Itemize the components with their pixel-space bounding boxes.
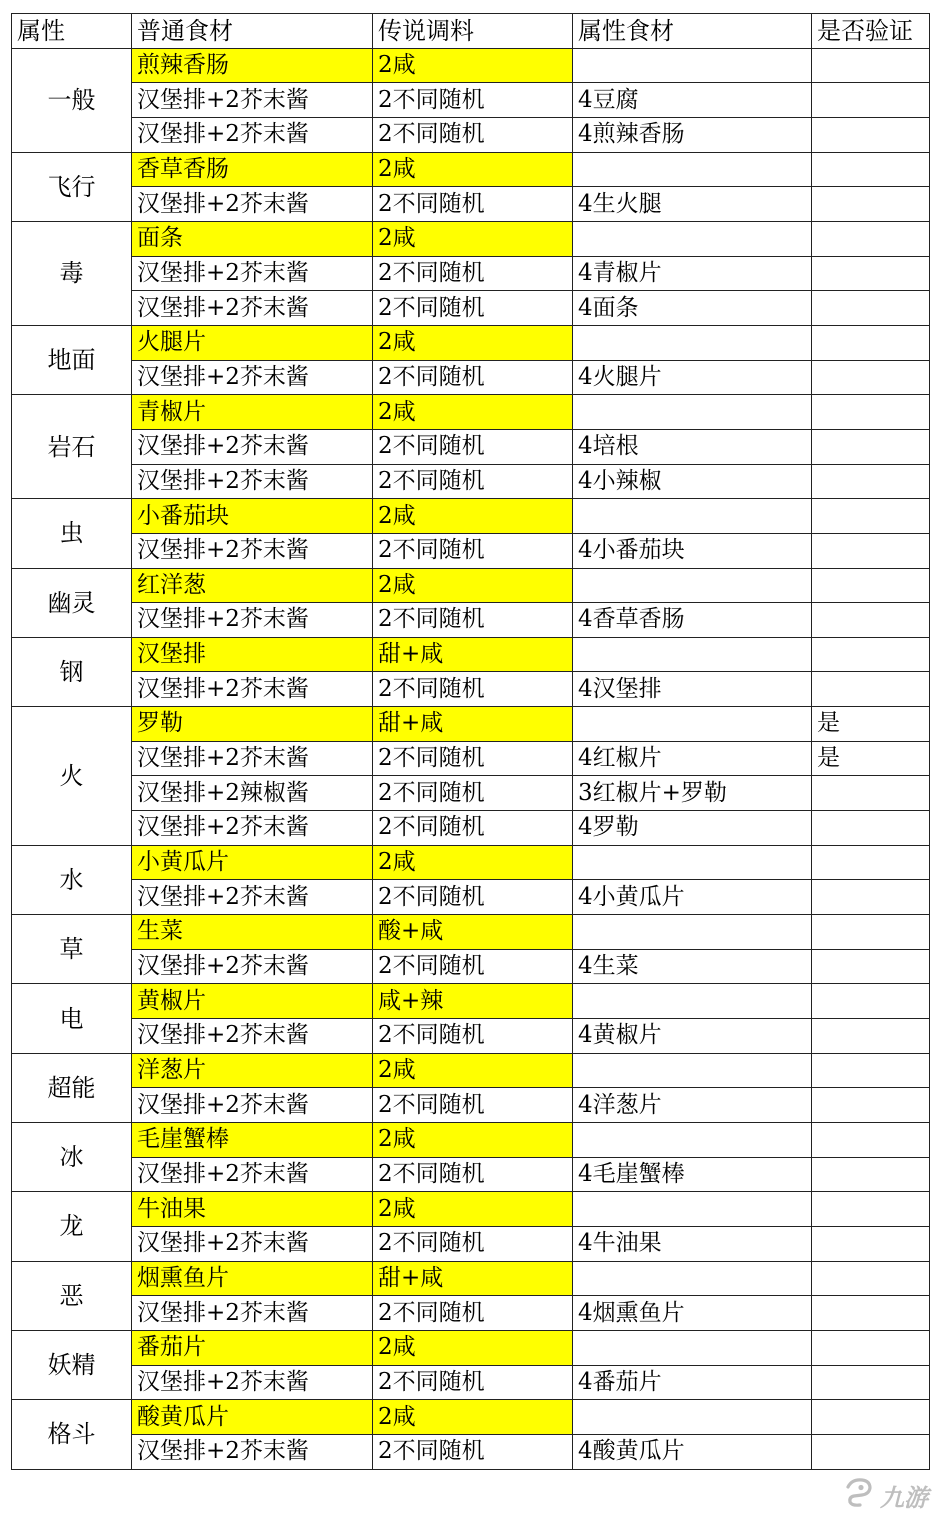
- table-row: [12, 1157, 930, 1192]
- attribute-ingredient-cell: [573, 395, 812, 430]
- legendary-seasoning-cell: 2咸: [373, 1123, 573, 1158]
- legendary-seasoning-cell: 2不同随机: [373, 360, 573, 395]
- verified-cell: [812, 291, 930, 326]
- normal-ingredient-cell: 汉堡排+2芥末酱: [132, 1088, 373, 1123]
- normal-ingredient-cell: 煎辣香肠: [132, 48, 373, 83]
- verified-cell: [812, 464, 930, 499]
- normal-ingredient-cell: 番茄片: [132, 1330, 373, 1365]
- attribute-ingredient-cell: 4酸黄瓜片: [573, 1434, 812, 1469]
- verified-cell: [812, 117, 930, 152]
- normal-ingredient-cell: 酸黄瓜片: [132, 1400, 373, 1435]
- attribute-cell: 毒: [12, 221, 132, 325]
- normal-ingredient-cell: 汉堡排+2芥末酱: [132, 83, 373, 118]
- verified-cell: [812, 603, 930, 638]
- normal-ingredient-cell: 面条: [132, 221, 373, 256]
- header-normal-ingredient: 普通食材: [132, 14, 373, 49]
- attribute-ingredient-cell: [573, 707, 812, 742]
- verified-cell: [812, 672, 930, 707]
- legendary-seasoning-cell: 2不同随机: [373, 1365, 573, 1400]
- legendary-seasoning-cell: 2咸: [373, 221, 573, 256]
- attribute-ingredient-cell: 4面条: [573, 291, 812, 326]
- normal-ingredient-cell: 烟熏鱼片: [132, 1261, 373, 1296]
- attribute-ingredient-cell: [573, 499, 812, 534]
- verified-cell: [812, 499, 930, 534]
- legendary-seasoning-cell: 2不同随机: [373, 187, 573, 222]
- attribute-cell: 虫: [12, 499, 132, 568]
- verified-cell: [812, 1088, 930, 1123]
- normal-ingredient-cell: 小番茄块: [132, 499, 373, 534]
- verified-cell: [812, 1330, 930, 1365]
- legendary-seasoning-cell: 2不同随机: [373, 741, 573, 776]
- attribute-cell: 火: [12, 707, 132, 846]
- legendary-seasoning-cell: 2不同随机: [373, 1088, 573, 1123]
- legendary-seasoning-cell: 2咸: [373, 1330, 573, 1365]
- table-row: [12, 776, 930, 811]
- attribute-ingredient-cell: [573, 1123, 812, 1158]
- table-row: [12, 1330, 930, 1365]
- table-row: [12, 395, 930, 430]
- table-row: [12, 707, 930, 742]
- header-attribute-ingredient: 属性食材: [573, 14, 812, 49]
- table-row: [12, 1226, 930, 1261]
- verified-cell: [812, 949, 930, 984]
- table-row: [12, 1400, 930, 1435]
- attribute-cell: 恶: [12, 1261, 132, 1330]
- verified-cell: [812, 1053, 930, 1088]
- table-row: [12, 429, 930, 464]
- normal-ingredient-cell: 汉堡排+2芥末酱: [132, 741, 373, 776]
- normal-ingredient-cell: 汉堡排+2辣椒酱: [132, 776, 373, 811]
- verified-cell: [812, 83, 930, 118]
- table-row: [12, 256, 930, 291]
- verified-cell: [812, 256, 930, 291]
- table-row: [12, 117, 930, 152]
- normal-ingredient-cell: 汉堡排+2芥末酱: [132, 949, 373, 984]
- legendary-seasoning-cell: 2咸: [373, 1192, 573, 1227]
- attribute-ingredient-cell: 4香草香肠: [573, 603, 812, 638]
- table-row: [12, 1088, 930, 1123]
- attribute-ingredient-cell: 4生火腿: [573, 187, 812, 222]
- legendary-seasoning-cell: 2不同随机: [373, 776, 573, 811]
- verified-cell: [812, 533, 930, 568]
- normal-ingredient-cell: 香草香肠: [132, 152, 373, 187]
- table-row: [12, 568, 930, 603]
- verified-cell: [812, 325, 930, 360]
- attribute-cell: 岩石: [12, 395, 132, 499]
- normal-ingredient-cell: 毛崖蟹棒: [132, 1123, 373, 1158]
- verified-cell: [812, 360, 930, 395]
- attribute-ingredient-cell: [573, 221, 812, 256]
- verified-cell: 是: [812, 741, 930, 776]
- table-row: [12, 845, 930, 880]
- verified-cell: [812, 776, 930, 811]
- verified-cell: [812, 1157, 930, 1192]
- normal-ingredient-cell: 黄椒片: [132, 984, 373, 1019]
- normal-ingredient-cell: 汉堡排+2芥末酱: [132, 1226, 373, 1261]
- normal-ingredient-cell: 汉堡排+2芥末酱: [132, 1296, 373, 1331]
- attribute-cell: 地面: [12, 325, 132, 394]
- attribute-ingredient-cell: 4豆腐: [573, 83, 812, 118]
- legendary-seasoning-cell: 2咸: [373, 1053, 573, 1088]
- legendary-seasoning-cell: 2不同随机: [373, 1226, 573, 1261]
- attribute-ingredient-cell: [573, 984, 812, 1019]
- attribute-ingredient-cell: [573, 915, 812, 950]
- normal-ingredient-cell: 牛油果: [132, 1192, 373, 1227]
- header-row: [12, 14, 930, 49]
- normal-ingredient-cell: 汉堡排+2芥末酱: [132, 880, 373, 915]
- normal-ingredient-cell: 汉堡排+2芥末酱: [132, 117, 373, 152]
- table-row: [12, 637, 930, 672]
- attribute-ingredient-cell: [573, 845, 812, 880]
- table-row: [12, 672, 930, 707]
- attribute-ingredient-cell: [573, 48, 812, 83]
- table-row: [12, 1192, 930, 1227]
- table-row: [12, 1365, 930, 1400]
- attribute-ingredient-cell: [573, 568, 812, 603]
- legendary-seasoning-cell: 2不同随机: [373, 533, 573, 568]
- normal-ingredient-cell: 汉堡排+2芥末酱: [132, 1157, 373, 1192]
- legendary-seasoning-cell: 2不同随机: [373, 672, 573, 707]
- legendary-seasoning-cell: 2不同随机: [373, 1434, 573, 1469]
- verified-cell: [812, 1261, 930, 1296]
- attribute-cell: 格斗: [12, 1400, 132, 1469]
- legendary-seasoning-cell: 2咸: [373, 568, 573, 603]
- table-row: [12, 1053, 930, 1088]
- attribute-cell: 冰: [12, 1123, 132, 1192]
- legendary-seasoning-cell: 2不同随机: [373, 811, 573, 846]
- legendary-seasoning-cell: 2不同随机: [373, 117, 573, 152]
- attribute-cell: 超能: [12, 1053, 132, 1122]
- attribute-ingredient-cell: [573, 152, 812, 187]
- attribute-cell: 钢: [12, 637, 132, 706]
- verified-cell: [812, 1365, 930, 1400]
- attribute-ingredient-cell: 4青椒片: [573, 256, 812, 291]
- table-row: [12, 603, 930, 638]
- attribute-ingredient-cell: 4毛崖蟹棒: [573, 1157, 812, 1192]
- normal-ingredient-cell: 汉堡排+2芥末酱: [132, 429, 373, 464]
- attribute-cell: 水: [12, 845, 132, 914]
- legendary-seasoning-cell: 酸+咸: [373, 915, 573, 950]
- attribute-ingredient-cell: [573, 1192, 812, 1227]
- verified-cell: [812, 395, 930, 430]
- legendary-seasoning-cell: 2不同随机: [373, 603, 573, 638]
- jiuyou-logo-icon: [842, 1475, 876, 1515]
- verified-cell: [812, 1123, 930, 1158]
- attribute-cell: 妖精: [12, 1330, 132, 1399]
- verified-cell: [812, 984, 930, 1019]
- legendary-seasoning-cell: 2咸: [373, 325, 573, 360]
- legendary-seasoning-cell: 2不同随机: [373, 256, 573, 291]
- normal-ingredient-cell: 汉堡排+2芥末酱: [132, 603, 373, 638]
- attribute-ingredient-cell: [573, 1261, 812, 1296]
- legendary-seasoning-cell: 2不同随机: [373, 949, 573, 984]
- table-row: [12, 187, 930, 222]
- normal-ingredient-cell: 洋葱片: [132, 1053, 373, 1088]
- watermark: [842, 1475, 928, 1515]
- verified-cell: [812, 637, 930, 672]
- normal-ingredient-cell: 青椒片: [132, 395, 373, 430]
- table-row: [12, 1123, 930, 1158]
- normal-ingredient-cell: 罗勒: [132, 707, 373, 742]
- table-row: [12, 984, 930, 1019]
- normal-ingredient-cell: 汉堡排+2芥末酱: [132, 464, 373, 499]
- legendary-seasoning-cell: 2不同随机: [373, 1157, 573, 1192]
- normal-ingredient-cell: 小黄瓜片: [132, 845, 373, 880]
- table-row: [12, 1019, 930, 1054]
- legendary-seasoning-cell: 2不同随机: [373, 83, 573, 118]
- normal-ingredient-cell: 汉堡排+2芥末酱: [132, 1019, 373, 1054]
- legendary-seasoning-cell: 咸+辣: [373, 984, 573, 1019]
- table-row: [12, 464, 930, 499]
- attribute-ingredient-cell: 4小番茄块: [573, 533, 812, 568]
- table-body: [12, 48, 930, 1469]
- header-attribute: 属性: [12, 14, 132, 49]
- table-row: [12, 949, 930, 984]
- legendary-seasoning-cell: 甜+咸: [373, 637, 573, 672]
- table-row: [12, 880, 930, 915]
- attribute-ingredient-cell: 4汉堡排: [573, 672, 812, 707]
- normal-ingredient-cell: 汉堡排+2芥末酱: [132, 1434, 373, 1469]
- table-row: [12, 1434, 930, 1469]
- verified-cell: [812, 845, 930, 880]
- legendary-seasoning-cell: 2不同随机: [373, 429, 573, 464]
- verified-cell: [812, 1019, 930, 1054]
- attribute-cell: 飞行: [12, 152, 132, 221]
- normal-ingredient-cell: 火腿片: [132, 325, 373, 360]
- legendary-seasoning-cell: 甜+咸: [373, 707, 573, 742]
- attribute-cell: 幽灵: [12, 568, 132, 637]
- attribute-cell: 电: [12, 984, 132, 1053]
- attribute-ingredient-cell: 4牛油果: [573, 1226, 812, 1261]
- normal-ingredient-cell: 汉堡排+2芥末酱: [132, 256, 373, 291]
- table-row: [12, 325, 930, 360]
- legendary-seasoning-cell: 2咸: [373, 395, 573, 430]
- normal-ingredient-cell: 汉堡排+2芥末酱: [132, 187, 373, 222]
- normal-ingredient-cell: 汉堡排+2芥末酱: [132, 533, 373, 568]
- attribute-ingredient-cell: 4红椒片: [573, 741, 812, 776]
- verified-cell: [812, 429, 930, 464]
- normal-ingredient-cell: 汉堡排+2芥末酱: [132, 672, 373, 707]
- attribute-ingredient-cell: [573, 1400, 812, 1435]
- attribute-ingredient-cell: 4小辣椒: [573, 464, 812, 499]
- verified-cell: [812, 1296, 930, 1331]
- legendary-seasoning-cell: 2咸: [373, 499, 573, 534]
- table-row: [12, 221, 930, 256]
- attribute-cell: 龙: [12, 1192, 132, 1261]
- verified-cell: [812, 187, 930, 222]
- legendary-seasoning-cell: 2咸: [373, 845, 573, 880]
- header-legendary-seasoning: 传说调料: [373, 14, 573, 49]
- normal-ingredient-cell: 汉堡排+2芥末酱: [132, 1365, 373, 1400]
- table-row: [12, 533, 930, 568]
- attribute-cell: 草: [12, 915, 132, 984]
- attribute-ingredient-cell: 4生菜: [573, 949, 812, 984]
- table-row: [12, 152, 930, 187]
- verified-cell: 是: [812, 707, 930, 742]
- attribute-ingredient-cell: 4培根: [573, 429, 812, 464]
- legendary-seasoning-cell: 2咸: [373, 152, 573, 187]
- attribute-ingredient-cell: [573, 1330, 812, 1365]
- attribute-ingredient-cell: [573, 325, 812, 360]
- verified-cell: [812, 880, 930, 915]
- verified-cell: [812, 221, 930, 256]
- attribute-ingredient-cell: 4黄椒片: [573, 1019, 812, 1054]
- legendary-seasoning-cell: 2不同随机: [373, 291, 573, 326]
- attribute-ingredient-cell: 4洋葱片: [573, 1088, 812, 1123]
- verified-cell: [812, 1192, 930, 1227]
- table-row: [12, 499, 930, 534]
- legendary-seasoning-cell: 2咸: [373, 1400, 573, 1435]
- legendary-seasoning-cell: 甜+咸: [373, 1261, 573, 1296]
- verified-cell: [812, 152, 930, 187]
- legendary-seasoning-cell: 2不同随机: [373, 464, 573, 499]
- normal-ingredient-cell: 汉堡排: [132, 637, 373, 672]
- normal-ingredient-cell: 汉堡排+2芥末酱: [132, 291, 373, 326]
- table-row: [12, 1296, 930, 1331]
- attribute-ingredient-cell: 3红椒片+罗勒: [573, 776, 812, 811]
- attribute-ingredient-cell: 4火腿片: [573, 360, 812, 395]
- legendary-seasoning-cell: 2不同随机: [373, 1296, 573, 1331]
- table-row: [12, 48, 930, 83]
- table-row: [12, 360, 930, 395]
- normal-ingredient-cell: 汉堡排+2芥末酱: [132, 811, 373, 846]
- header-verified: 是否验证: [812, 14, 930, 49]
- normal-ingredient-cell: 汉堡排+2芥末酱: [132, 360, 373, 395]
- verified-cell: [812, 1226, 930, 1261]
- table-row: [12, 811, 930, 846]
- table-row: [12, 83, 930, 118]
- normal-ingredient-cell: 生菜: [132, 915, 373, 950]
- normal-ingredient-cell: 红洋葱: [132, 568, 373, 603]
- attribute-ingredient-cell: 4煎辣香肠: [573, 117, 812, 152]
- attribute-ingredient-cell: 4小黄瓜片: [573, 880, 812, 915]
- verified-cell: [812, 915, 930, 950]
- legendary-seasoning-cell: 2不同随机: [373, 1019, 573, 1054]
- table-row: [12, 741, 930, 776]
- verified-cell: [812, 1434, 930, 1469]
- table-row: [12, 915, 930, 950]
- table-row: [12, 1261, 930, 1296]
- legendary-seasoning-cell: 2不同随机: [373, 880, 573, 915]
- attribute-ingredient-cell: 4罗勒: [573, 811, 812, 846]
- verified-cell: [812, 48, 930, 83]
- attribute-ingredient-cell: [573, 1053, 812, 1088]
- recipe-table: [11, 13, 930, 1470]
- attribute-cell: 一般: [12, 48, 132, 152]
- table-row: [12, 291, 930, 326]
- attribute-ingredient-cell: 4番茄片: [573, 1365, 812, 1400]
- attribute-ingredient-cell: [573, 637, 812, 672]
- verified-cell: [812, 1400, 930, 1435]
- attribute-ingredient-cell: 4烟熏鱼片: [573, 1296, 812, 1331]
- watermark-text: 九游: [880, 1483, 928, 1512]
- verified-cell: [812, 811, 930, 846]
- verified-cell: [812, 568, 930, 603]
- legendary-seasoning-cell: 2咸: [373, 48, 573, 83]
